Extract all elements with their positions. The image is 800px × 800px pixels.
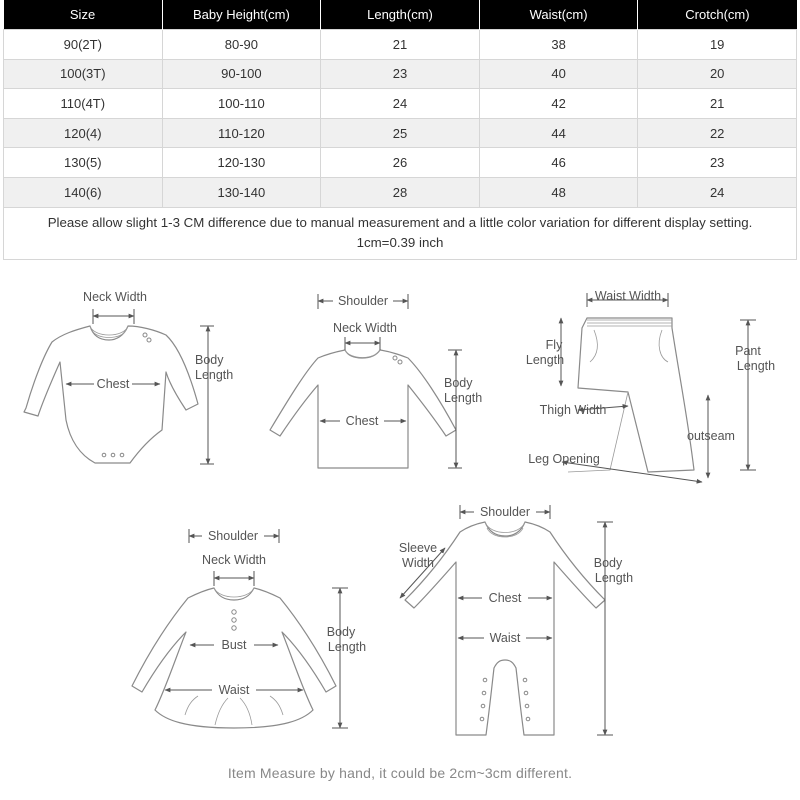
shirt-shoulder-label: Shoulder bbox=[337, 294, 389, 308]
cell-crotch: 19 bbox=[638, 30, 797, 60]
snap-button bbox=[120, 453, 124, 457]
cell-size: 100(3T) bbox=[4, 59, 163, 89]
bodysuit-chest-label: Chest bbox=[96, 377, 130, 391]
romper-body-label: Body bbox=[593, 556, 623, 570]
shoulder-button bbox=[393, 356, 397, 360]
pants-pant-label: Pant bbox=[735, 344, 761, 358]
cell-length: 28 bbox=[321, 177, 480, 207]
pants-diagram bbox=[526, 289, 775, 482]
cell-length: 26 bbox=[321, 148, 480, 178]
pants-waist-width-label: Waist Width bbox=[594, 289, 662, 303]
cell-height: 80-90 bbox=[162, 30, 321, 60]
header-length: Length(cm) bbox=[321, 0, 480, 30]
header-size: Size bbox=[4, 0, 163, 30]
cell-crotch: 21 bbox=[638, 89, 797, 119]
romper-snap bbox=[523, 678, 527, 682]
header-waist: Waist(cm) bbox=[479, 0, 638, 30]
cell-size: 90(2T) bbox=[4, 30, 163, 60]
romper-width-label: Width bbox=[402, 556, 434, 570]
shirt-outline bbox=[270, 350, 456, 468]
romper-snap bbox=[482, 691, 486, 695]
shoulder-button bbox=[143, 333, 147, 337]
bodysuit-length-label: Length bbox=[195, 368, 234, 382]
cell-crotch: 20 bbox=[638, 59, 797, 89]
header-baby-height: Baby Height(cm) bbox=[162, 0, 321, 30]
cell-height: 120-130 bbox=[162, 148, 321, 178]
dress-button bbox=[232, 626, 236, 630]
cell-size: 120(4) bbox=[4, 118, 163, 148]
dress-outline bbox=[132, 588, 336, 728]
cell-crotch: 22 bbox=[638, 118, 797, 148]
dress-shoulder-label: Shoulder bbox=[207, 529, 259, 543]
shirt-body-label: Body bbox=[444, 376, 473, 390]
pants-fly-length-label: Length bbox=[525, 353, 565, 367]
bodysuit-outline bbox=[24, 326, 198, 463]
romper-collar bbox=[485, 522, 525, 537]
note-line-2: 1cm=0.39 inch bbox=[356, 235, 444, 251]
shoulder-button bbox=[147, 338, 151, 342]
pants-pant-length-label: Length bbox=[736, 359, 776, 373]
bodysuit-neck-width-label: Neck Width bbox=[83, 290, 147, 304]
dress-waist-label: Waist bbox=[218, 683, 250, 697]
dress-length-label: Length bbox=[327, 640, 367, 654]
romper-waist-label: Waist bbox=[489, 631, 521, 645]
snap-button bbox=[102, 453, 106, 457]
shoulder-button bbox=[398, 360, 402, 364]
pants-outseam-label: outseam bbox=[687, 429, 735, 443]
shirt-diagram bbox=[270, 294, 482, 468]
dress-body-label: Body bbox=[326, 625, 356, 639]
romper-snap bbox=[524, 691, 528, 695]
romper-snap bbox=[526, 717, 530, 721]
cell-size: 110(4T) bbox=[4, 89, 163, 119]
romper-snap bbox=[481, 704, 485, 708]
cell-size: 140(6) bbox=[4, 177, 163, 207]
cell-size: 130(5) bbox=[4, 148, 163, 178]
shirt-chest-label: Chest bbox=[345, 414, 379, 428]
cell-waist: 46 bbox=[479, 148, 638, 178]
cell-crotch: 24 bbox=[638, 177, 797, 207]
cell-waist: 42 bbox=[479, 89, 638, 119]
cell-height: 110-120 bbox=[162, 118, 321, 148]
cell-crotch: 23 bbox=[638, 148, 797, 178]
shirt-collar bbox=[345, 350, 380, 358]
cell-waist: 38 bbox=[479, 30, 638, 60]
romper-diagram bbox=[399, 505, 633, 735]
shirt-neck-width-label: Neck Width bbox=[333, 321, 397, 335]
pants-outline bbox=[578, 318, 694, 472]
romper-snap bbox=[480, 717, 484, 721]
pants-thigh-width-label: Thigh Width bbox=[539, 403, 607, 417]
cell-waist: 40 bbox=[479, 59, 638, 89]
dress-diagram bbox=[132, 529, 366, 728]
bodysuit-diagram bbox=[24, 290, 233, 464]
dress-hem-folds bbox=[185, 696, 283, 725]
cell-length: 25 bbox=[321, 118, 480, 148]
pants-fly-label: Fly bbox=[545, 338, 563, 352]
pants-pocket bbox=[659, 330, 668, 362]
pants-pocket bbox=[590, 330, 597, 362]
bodysuit-body-label: Body bbox=[195, 353, 224, 367]
cell-waist: 48 bbox=[479, 177, 638, 207]
dress-button bbox=[232, 610, 236, 614]
dress-button bbox=[232, 618, 236, 622]
cell-height: 130-140 bbox=[162, 177, 321, 207]
header-crotch: Crotch(cm) bbox=[638, 0, 797, 30]
note-line-1: Please allow slight 1-3 CM difference due to manual measurement and a little color variation for different display setting. bbox=[47, 215, 753, 231]
cell-length: 23 bbox=[321, 59, 480, 89]
pants-waistband bbox=[587, 320, 672, 326]
romper-shoulder-label: Shoulder bbox=[479, 505, 531, 519]
cell-height: 100-110 bbox=[162, 89, 321, 119]
dress-neck-width-label: Neck Width bbox=[202, 553, 266, 567]
dress-bust-label: Bust bbox=[221, 638, 247, 652]
cell-length: 21 bbox=[321, 30, 480, 60]
snap-button bbox=[111, 453, 115, 457]
cell-height: 90-100 bbox=[162, 59, 321, 89]
romper-snap bbox=[483, 678, 487, 682]
romper-length-label: Length bbox=[594, 571, 634, 585]
cell-waist: 44 bbox=[479, 118, 638, 148]
shirt-length-label: Length bbox=[444, 391, 483, 405]
romper-sleeve-label: Sleeve bbox=[398, 541, 438, 555]
pants-leg-opening-label: Leg Opening bbox=[528, 452, 600, 466]
cell-length: 24 bbox=[321, 89, 480, 119]
romper-chest-label: Chest bbox=[488, 591, 522, 605]
footer-note: Item Measure by hand, it could be 2cm~3cm different. bbox=[227, 765, 573, 781]
romper-snap bbox=[525, 704, 529, 708]
